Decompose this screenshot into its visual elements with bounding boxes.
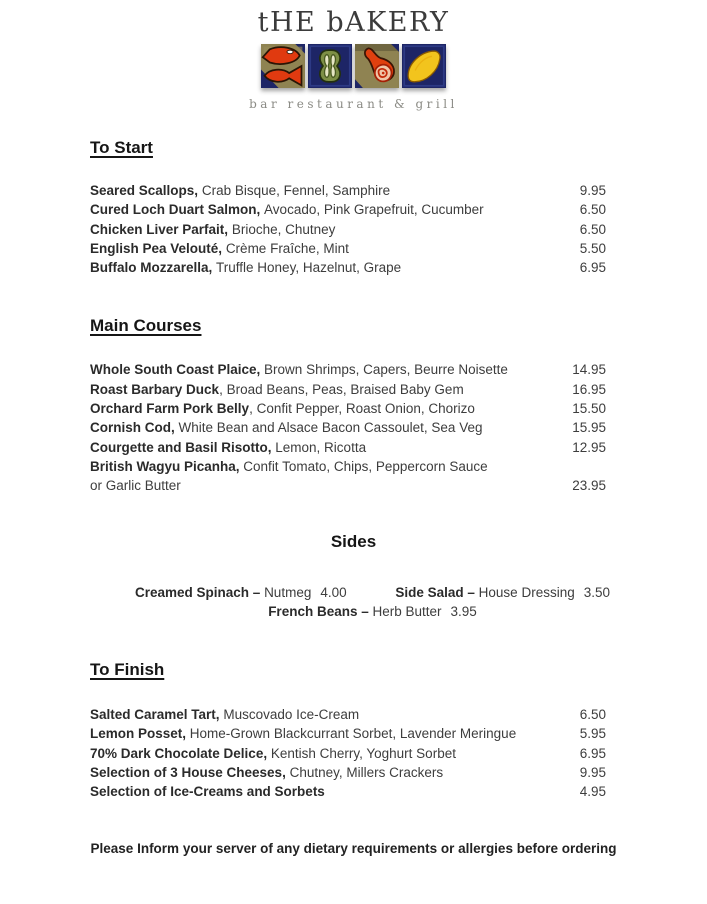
to-start-items bbox=[90, 181, 606, 277]
sides-rows bbox=[135, 583, 610, 622]
restaurant-logo bbox=[0, 44, 707, 88]
item-name: Cured Loch Duart Salmon, bbox=[90, 202, 261, 218]
item-price: 23.95 bbox=[572, 478, 606, 494]
item-desc: Kentish Cherry, Yoghurt Sorbet bbox=[267, 745, 456, 761]
item-name: British Wagyu Picanha, bbox=[90, 458, 240, 474]
section-heading-to-finish: To Finish bbox=[90, 660, 165, 680]
side-desc: House Dressing bbox=[478, 584, 575, 600]
item-name: English Pea Velouté, bbox=[90, 240, 223, 256]
dietary-note: Please Inform your server of any dietary requirements or allergies before ordering bbox=[90, 840, 617, 856]
item-price: 15.50 bbox=[572, 401, 606, 417]
side-item bbox=[135, 583, 347, 602]
item-name: Selection of Ice-Creams and Sorbets bbox=[90, 784, 325, 800]
item-price: 14.95 bbox=[572, 362, 606, 378]
menu-header bbox=[0, 0, 707, 111]
item-desc: Brioche, Chutney bbox=[228, 221, 336, 237]
item-name: Courgette and Basil Risotto, bbox=[90, 439, 272, 455]
item-desc: Confit Tomato, Chips, Peppercorn Sauce bbox=[239, 458, 488, 474]
sides-row bbox=[135, 583, 610, 602]
side-price: 4.00 bbox=[320, 584, 347, 600]
item-name: Salted Caramel Tart, bbox=[90, 707, 220, 723]
item-price: 9.95 bbox=[579, 765, 606, 781]
item-name: Whole South Coast Plaice, bbox=[90, 362, 261, 378]
item-price bbox=[596, 457, 606, 476]
restaurant-title: tHE bAKERY bbox=[257, 7, 450, 38]
menu-item-row bbox=[90, 258, 606, 277]
menu-item-row bbox=[90, 744, 606, 763]
menu-item-row-continued bbox=[90, 476, 606, 495]
menu-item-row bbox=[90, 200, 606, 219]
item-price: 16.95 bbox=[572, 381, 606, 397]
side-item bbox=[395, 583, 610, 602]
item-price: 6.95 bbox=[579, 745, 606, 761]
section-heading-sides: Sides bbox=[330, 531, 377, 551]
item-price: 6.50 bbox=[579, 221, 606, 237]
item-price: 5.50 bbox=[579, 240, 606, 256]
side-desc: Herb Butter bbox=[372, 603, 442, 619]
item-price: 15.95 bbox=[572, 420, 606, 436]
item-price: 5.95 bbox=[579, 726, 606, 742]
menu-item-row bbox=[90, 360, 606, 379]
to-finish-items bbox=[90, 705, 606, 801]
side-name: Side Salad – bbox=[395, 584, 479, 600]
menu-item-row bbox=[90, 418, 606, 437]
item-desc: Lemon, Ricotta bbox=[271, 439, 367, 455]
menu-item-row bbox=[90, 220, 606, 239]
lemon-icon bbox=[402, 44, 446, 88]
ham-icon bbox=[355, 44, 399, 88]
menu-item-row bbox=[90, 239, 606, 258]
menu-item-row bbox=[90, 380, 606, 399]
item-desc: , Broad Beans, Peas, Braised Baby Gem bbox=[219, 381, 464, 397]
item-desc: Avocado, Pink Grapefruit, Cucumber bbox=[260, 202, 484, 218]
side-name: French Beans – bbox=[268, 603, 373, 619]
item-price: 4.95 bbox=[579, 784, 606, 800]
item-name: Roast Barbary Duck bbox=[90, 381, 220, 397]
item-price: 6.95 bbox=[579, 260, 606, 276]
item-price: 6.50 bbox=[579, 707, 606, 723]
section-heading-to-start: To Start bbox=[90, 138, 153, 157]
item-name: Lemon Posset, bbox=[90, 726, 187, 742]
item-desc: Brown Shrimps, Capers, Beurre Noisette bbox=[260, 362, 508, 378]
item-name: Selection of 3 House Cheeses, bbox=[90, 765, 286, 781]
menu-item-row bbox=[90, 724, 606, 743]
menu-item-row bbox=[90, 457, 606, 476]
item-desc: White Bean and Alsace Bacon Cassoulet, Sea Veg bbox=[174, 420, 483, 436]
bread-icon bbox=[308, 44, 352, 88]
item-desc: Crab Bisque, Fennel, Samphire bbox=[198, 183, 391, 198]
menu-content bbox=[90, 138, 610, 802]
side-item bbox=[268, 604, 477, 619]
item-price: 12.95 bbox=[572, 439, 606, 455]
side-desc: Nutmeg bbox=[264, 584, 312, 600]
section-main-courses bbox=[90, 316, 606, 495]
item-name: 70% Dark Chocolate Delice, bbox=[90, 745, 268, 761]
section-to-start bbox=[90, 138, 606, 277]
menu-item-row bbox=[90, 438, 606, 457]
item-desc: Crème Fraîche, Mint bbox=[222, 240, 349, 256]
menu-item-row bbox=[90, 705, 606, 724]
item-desc: Home-Grown Blackcurrant Sorbet, Lavender Meringue bbox=[186, 726, 517, 742]
item-desc: Chutney, Millers Crackers bbox=[285, 765, 444, 781]
menu-item-row bbox=[90, 181, 606, 200]
section-heading-main-courses: Main Courses bbox=[90, 316, 202, 336]
fish-icon bbox=[261, 44, 305, 88]
item-desc: Truffle Honey, Hazelnut, Grape bbox=[212, 260, 402, 276]
tagline: bar restaurant & grill bbox=[249, 97, 458, 111]
item-name: Chicken Liver Parfait, bbox=[90, 221, 229, 237]
section-to-finish bbox=[90, 660, 606, 801]
item-desc: or Garlic Butter bbox=[90, 478, 181, 494]
item-desc: , Confit Pepper, Roast Onion, Chorizo bbox=[249, 401, 475, 417]
item-name: Orchard Farm Pork Belly bbox=[90, 401, 250, 417]
menu-item-row bbox=[90, 763, 606, 782]
side-price: 3.95 bbox=[450, 603, 477, 619]
side-price: 3.50 bbox=[583, 584, 610, 600]
main-courses-items bbox=[90, 360, 606, 495]
section-sides bbox=[90, 531, 610, 622]
item-name: Seared Scallops, bbox=[90, 183, 199, 198]
menu-item-row bbox=[90, 399, 606, 418]
side-name: Creamed Spinach – bbox=[135, 584, 265, 600]
menu-item-row bbox=[90, 782, 606, 801]
item-desc: Muscovado Ice-Cream bbox=[219, 707, 360, 723]
item-name: Buffalo Mozzarella, bbox=[90, 260, 213, 276]
item-price: 9.95 bbox=[579, 183, 606, 198]
sides-row bbox=[135, 602, 610, 621]
item-price: 6.50 bbox=[579, 202, 606, 218]
item-name: Cornish Cod, bbox=[90, 420, 175, 436]
